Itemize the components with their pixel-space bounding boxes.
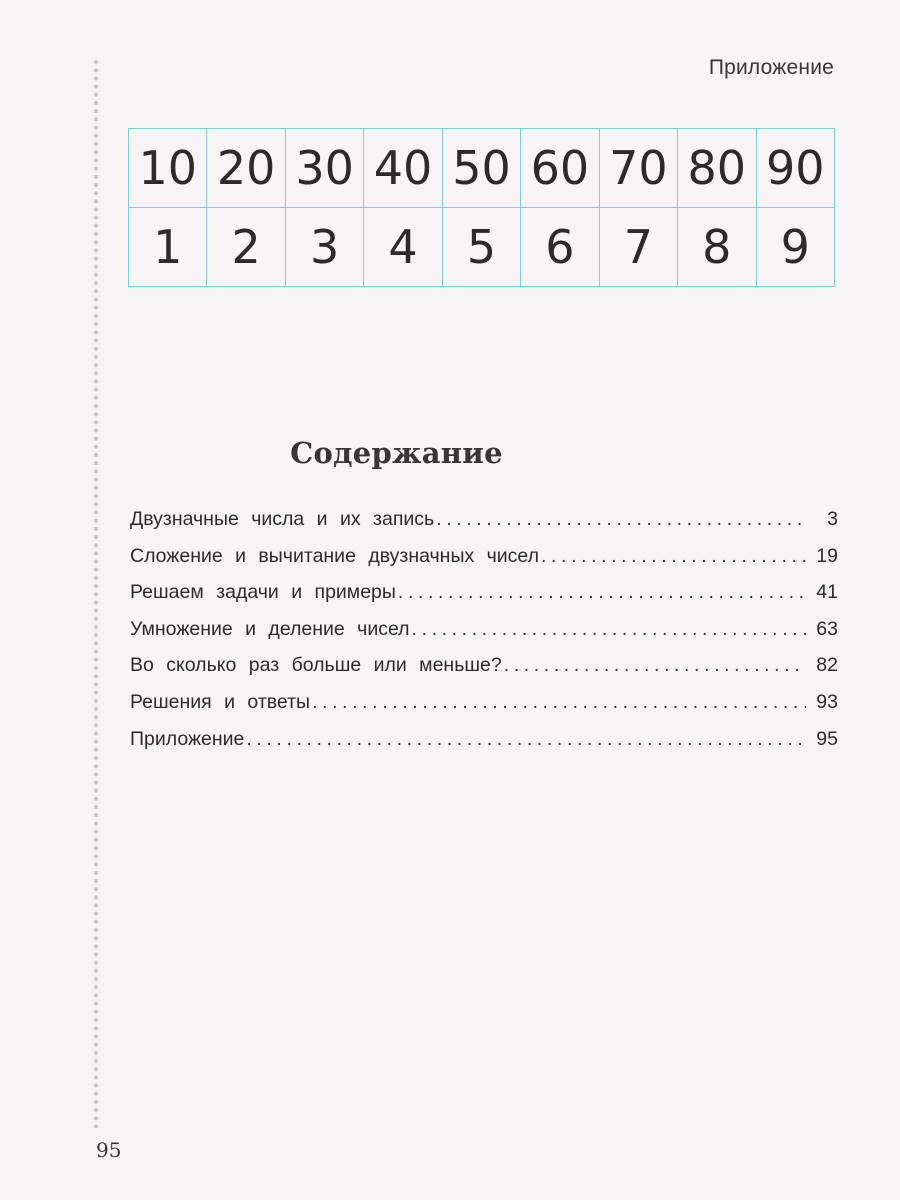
dot-leader: [312, 691, 806, 714]
page-number: 95: [96, 1138, 122, 1162]
tens-cell: 30: [285, 129, 363, 208]
toc-entry-label: Решаем задачи и примеры: [130, 581, 396, 604]
toc-entry-page: 41: [816, 581, 838, 604]
units-row: [129, 208, 835, 287]
toc-entry[interactable]: [130, 728, 838, 765]
toc-entry-label: Приложение: [130, 727, 245, 750]
toc-entry-page: 63: [816, 617, 838, 640]
tens-cell: 80: [678, 129, 756, 208]
units-cell: 8: [678, 208, 756, 287]
running-head: Приложение: [708, 56, 834, 79]
tens-cell: 20: [207, 129, 285, 208]
dot-leader: [398, 581, 806, 604]
units-cell: 7: [599, 208, 677, 287]
units-cell: 4: [364, 208, 442, 287]
toc-entry[interactable]: [130, 691, 838, 728]
toc-entry-page: 93: [816, 690, 838, 713]
dot-leader: [412, 618, 806, 641]
toc-entry-label: Умножение и деление чисел: [130, 617, 410, 640]
toc-entry[interactable]: [130, 654, 838, 691]
tens-cell: 70: [599, 129, 677, 208]
tens-cell: 60: [521, 129, 599, 208]
dot-leader: [436, 508, 806, 531]
toc-entry[interactable]: [130, 508, 838, 545]
dot-leader: [504, 654, 806, 677]
toc-entry-label: Во сколько раз больше или меньше?: [130, 654, 502, 677]
toc-entry-page: 3: [827, 508, 838, 530]
units-cell: 2: [207, 208, 285, 287]
toc-entry-label: Двузначные числа и их запись: [130, 508, 435, 530]
units-cell: 1: [129, 208, 207, 287]
toc-entry-page: 19: [816, 544, 838, 567]
toc-entry-page: 82: [816, 654, 838, 677]
toc-entry-label: Сложение и вычитание двузначных чисел: [130, 544, 540, 567]
units-cell: 5: [442, 208, 520, 287]
units-cell: 9: [756, 208, 835, 287]
tens-cell: 50: [442, 129, 520, 208]
toc-entry[interactable]: [130, 545, 838, 582]
dot-leader: [246, 728, 806, 751]
tens-cell: 10: [129, 129, 207, 208]
contents-title: Содержание: [290, 436, 503, 470]
units-cell: 6: [521, 208, 599, 287]
toc-entry[interactable]: [130, 618, 838, 655]
units-cell: 3: [285, 208, 363, 287]
toc-entry-label: Решения и ответы: [130, 690, 311, 713]
toc-entry[interactable]: [130, 581, 838, 618]
number-table: [128, 128, 835, 287]
table-of-contents: [130, 508, 838, 764]
toc-entry-page: 95: [816, 727, 838, 750]
dot-leader: [541, 545, 806, 568]
tens-cell: 90: [756, 129, 835, 208]
tens-cell: 40: [364, 129, 442, 208]
tens-row: [129, 129, 835, 208]
binding-perforation: [93, 58, 99, 1128]
